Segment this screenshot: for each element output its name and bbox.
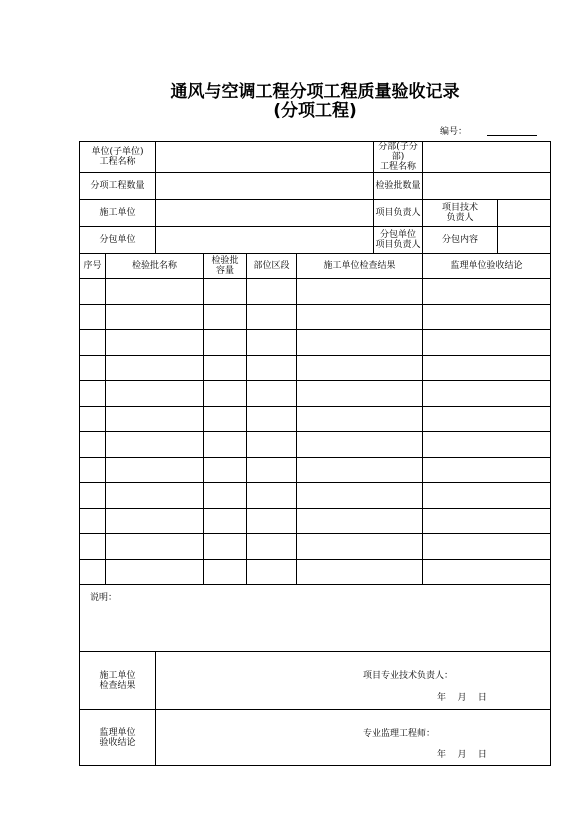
capacity-cell[interactable] bbox=[204, 279, 247, 305]
capacity-cell[interactable] bbox=[204, 406, 247, 432]
entry-row bbox=[80, 534, 551, 560]
location-cell[interactable] bbox=[247, 381, 297, 407]
supervisor-result-cell[interactable] bbox=[423, 279, 551, 305]
location-cell[interactable] bbox=[247, 330, 297, 356]
supervisor-result-cell[interactable] bbox=[423, 406, 551, 432]
location-cell[interactable] bbox=[247, 508, 297, 534]
col-location: 部位区段 bbox=[247, 254, 297, 279]
batch-name-cell[interactable] bbox=[106, 483, 204, 509]
supervisor-result-cell[interactable] bbox=[423, 508, 551, 534]
location-cell[interactable] bbox=[247, 432, 297, 458]
location-cell[interactable] bbox=[247, 457, 297, 483]
batch-qty-label: 检验批数量 bbox=[374, 173, 423, 200]
location-cell[interactable] bbox=[247, 406, 297, 432]
seq-cell[interactable] bbox=[80, 457, 106, 483]
capacity-cell[interactable] bbox=[204, 559, 247, 585]
batch-name-cell[interactable] bbox=[106, 279, 204, 305]
location-cell[interactable] bbox=[247, 304, 297, 330]
contractor-result-cell[interactable] bbox=[297, 355, 423, 381]
contractor-result-cell[interactable] bbox=[297, 534, 423, 560]
seq-cell[interactable] bbox=[80, 406, 106, 432]
supervisor-result-cell[interactable] bbox=[423, 534, 551, 560]
seq-cell[interactable] bbox=[80, 381, 106, 407]
supervisor-result-cell[interactable] bbox=[423, 483, 551, 509]
seq-cell[interactable] bbox=[80, 559, 106, 585]
entry-row bbox=[80, 279, 551, 305]
location-cell[interactable] bbox=[247, 559, 297, 585]
remarks-cell[interactable] bbox=[80, 585, 551, 652]
subcontractor-label: 分包单位 bbox=[80, 227, 156, 254]
seq-cell[interactable] bbox=[80, 330, 106, 356]
col-seq: 序号 bbox=[80, 254, 106, 279]
pm-label: 项目负责人 bbox=[374, 200, 423, 227]
batch-name-cell[interactable] bbox=[106, 304, 204, 330]
supervisor-result-cell[interactable] bbox=[423, 355, 551, 381]
capacity-cell[interactable] bbox=[204, 432, 247, 458]
contractor-result-cell[interactable] bbox=[297, 406, 423, 432]
entry-rows bbox=[80, 279, 551, 585]
contractor-result-cell[interactable] bbox=[297, 381, 423, 407]
batch-name-cell[interactable] bbox=[106, 381, 204, 407]
supervisor-sign-date: 年 月 日 bbox=[437, 750, 487, 760]
serial-label: 编号： bbox=[440, 127, 468, 137]
entry-row bbox=[80, 304, 551, 330]
contractor-signer-label: 项目专业技术负责人： bbox=[363, 671, 454, 681]
batch-name-cell[interactable] bbox=[106, 508, 204, 534]
supervisor-sign-label: 监理单位 验收结论 bbox=[80, 710, 156, 766]
batch-name-cell[interactable] bbox=[106, 559, 204, 585]
supervisor-result-cell[interactable] bbox=[423, 330, 551, 356]
contractor-result-cell[interactable] bbox=[297, 559, 423, 585]
contractor-sign-date: 年 月 日 bbox=[437, 693, 487, 703]
col-batch-name: 检验批名称 bbox=[106, 254, 204, 279]
batch-name-cell[interactable] bbox=[106, 457, 204, 483]
batch-name-cell[interactable] bbox=[106, 406, 204, 432]
supervisor-result-cell[interactable] bbox=[423, 432, 551, 458]
contractor-result-cell[interactable] bbox=[297, 483, 423, 509]
entry-row bbox=[80, 559, 551, 585]
division-project-label: 分部(子分部) 工程名称 bbox=[374, 142, 423, 173]
sub-content-label: 分包内容 bbox=[423, 227, 498, 254]
entry-row bbox=[80, 406, 551, 432]
capacity-cell[interactable] bbox=[204, 330, 247, 356]
supervisor-result-cell[interactable] bbox=[423, 304, 551, 330]
seq-cell[interactable] bbox=[80, 279, 106, 305]
batch-name-cell[interactable] bbox=[106, 432, 204, 458]
contractor-result-cell[interactable] bbox=[297, 304, 423, 330]
entry-row bbox=[80, 483, 551, 509]
location-cell[interactable] bbox=[247, 279, 297, 305]
col-contractor-result: 施工单位检查结果 bbox=[297, 254, 423, 279]
subitem-qty-value[interactable] bbox=[156, 173, 374, 200]
tech-lead-value[interactable] bbox=[498, 200, 551, 227]
sub-content-value[interactable] bbox=[498, 227, 551, 254]
col-supervisor-result: 监理单位验收结论 bbox=[423, 254, 551, 279]
batch-name-cell[interactable] bbox=[106, 534, 204, 560]
location-cell[interactable] bbox=[247, 534, 297, 560]
contractor-label: 施工单位 bbox=[80, 200, 156, 227]
capacity-cell[interactable] bbox=[204, 483, 247, 509]
capacity-cell[interactable] bbox=[204, 508, 247, 534]
contractor-result-cell[interactable] bbox=[297, 330, 423, 356]
subcontractor-value[interactable] bbox=[156, 227, 374, 254]
remarks-label: 说明： bbox=[90, 593, 118, 603]
batch-qty-value[interactable] bbox=[423, 173, 551, 200]
acceptance-form-table bbox=[79, 141, 551, 766]
subitem-qty-label: 分项工程数量 bbox=[80, 173, 156, 200]
capacity-cell[interactable] bbox=[204, 534, 247, 560]
supervisor-result-cell[interactable] bbox=[423, 381, 551, 407]
batch-name-cell[interactable] bbox=[106, 355, 204, 381]
seq-cell[interactable] bbox=[80, 355, 106, 381]
division-project-value[interactable] bbox=[423, 142, 551, 173]
contractor-result-cell[interactable] bbox=[297, 279, 423, 305]
capacity-cell[interactable] bbox=[204, 304, 247, 330]
batch-name-cell[interactable] bbox=[106, 330, 204, 356]
entry-row bbox=[80, 432, 551, 458]
capacity-cell[interactable] bbox=[204, 457, 247, 483]
entry-row bbox=[80, 457, 551, 483]
capacity-cell[interactable] bbox=[204, 381, 247, 407]
unit-project-label: 单位(子单位) 工程名称 bbox=[80, 142, 156, 173]
form-subtitle: (分项工程) bbox=[273, 101, 357, 121]
contractor-result-cell[interactable] bbox=[297, 508, 423, 534]
seq-cell[interactable] bbox=[80, 432, 106, 458]
entry-row bbox=[80, 381, 551, 407]
seq-cell[interactable] bbox=[80, 304, 106, 330]
tech-lead-label: 项目技术 负责人 bbox=[423, 200, 498, 227]
contractor-sign-label: 施工单位 检查结果 bbox=[80, 652, 156, 710]
contractor-value[interactable] bbox=[156, 200, 374, 227]
seq-cell[interactable] bbox=[80, 508, 106, 534]
col-capacity: 检验批 容量 bbox=[204, 254, 247, 279]
supervisor-result-cell[interactable] bbox=[423, 559, 551, 585]
supervisor-sign-area[interactable] bbox=[156, 710, 551, 766]
seq-cell[interactable] bbox=[80, 483, 106, 509]
contractor-result-cell[interactable] bbox=[297, 432, 423, 458]
location-cell[interactable] bbox=[247, 355, 297, 381]
sub-pm-label: 分包单位 项目负责人 bbox=[374, 227, 423, 254]
contractor-result-cell[interactable] bbox=[297, 457, 423, 483]
form-title: 通风与空调工程分项工程质量验收记录 bbox=[170, 82, 460, 102]
seq-cell[interactable] bbox=[80, 534, 106, 560]
serial-field[interactable] bbox=[487, 135, 537, 136]
unit-project-value[interactable] bbox=[156, 142, 374, 173]
capacity-cell[interactable] bbox=[204, 355, 247, 381]
supervisor-signer-label: 专业监理工程师： bbox=[363, 729, 436, 739]
location-cell[interactable] bbox=[247, 483, 297, 509]
entry-row bbox=[80, 355, 551, 381]
entry-row bbox=[80, 330, 551, 356]
contractor-sign-area[interactable] bbox=[156, 652, 551, 710]
entry-row bbox=[80, 508, 551, 534]
supervisor-result-cell[interactable] bbox=[423, 457, 551, 483]
